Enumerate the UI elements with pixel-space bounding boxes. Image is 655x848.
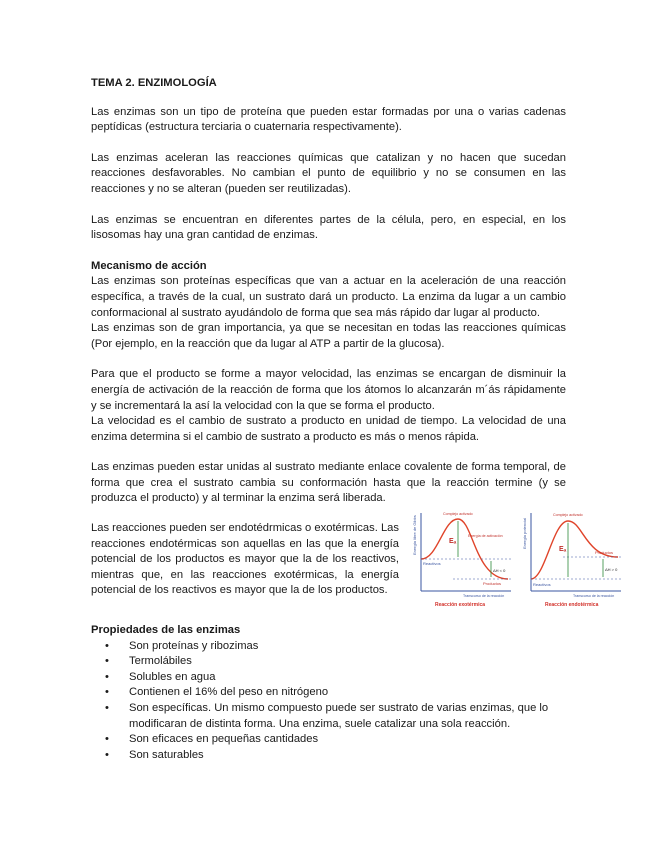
list-item: • Son específicas. Un mismo compuesto puede ser sustrato de varias enzimas, que lo modificaran de distinta forma. Una enzima, suele catalizar una sola reacción. — [129, 701, 566, 732]
endo-caption: Reacción endotérmica — [545, 602, 599, 609]
reaction-section — [91, 512, 618, 609]
endo-x-label: Transcurso de la reacción — [573, 594, 615, 599]
paragraph-location: Las enzimas se encuentran en diferentes partes de la célula, pero, en especial, en los lisosomas hay una gran cantidad de enzimas. — [91, 213, 566, 242]
exo-productos-label: Productos — [483, 581, 502, 587]
energy-diagram-figure — [413, 509, 625, 609]
paragraph-mechanism-5: Las enzimas pueden estar unidas al sustrato mediante enlace covalente de forma temporal, de forma que crea el sustrato cambia su conformación hasta que la reacción termine (y se produzca el producto) y al terminar la enzima será liberada. — [91, 461, 566, 505]
list-item: • Son saturables — [129, 748, 566, 764]
paragraph-reaction-types: Las reacciones pueden ser endotédrmicas o exotérmicas. Las reacciones endotérmicas son aquellas en las que la energía potencial de los productos es mayor que la de los reactivos, mientras que, en las reacciones exotérmicas, la energía potencial de los reactivos es mayor que la de los productos. — [91, 522, 399, 597]
paragraph-mechanism-3: Para que el producto se forme a mayor velocidad, las enzimas se encargan de disminuir la energía de activación de la reacción de forma que los átomos lo alcanzarán m´ás rápidamente y se incrementará la así la velocidad con la que se forma el producto. — [91, 368, 566, 412]
exo-y-label: Energía libre de Gibbs — [412, 515, 417, 556]
page-title: TEMA 2. ENZIMOLOGÍA — [91, 77, 217, 89]
document-page — [91, 76, 618, 763]
list-item: • Termolábiles — [129, 654, 566, 670]
paragraph-mechanism-2: Las enzimas son de gran importancia, ya que se necesitan en todas las reacciones químicas (Por ejemplo, en la reacción que da lugar al ATP a partir de la glucosa). — [91, 322, 566, 350]
endo-productos-label: Productos — [595, 550, 614, 556]
list-item: • Solubles en agua — [129, 670, 566, 686]
endo-reactivos-label: Reactivos — [533, 582, 551, 588]
exo-dh-label: ΔH < 0 — [493, 568, 506, 574]
paragraph-mechanism-1: Las enzimas son proteínas específicas que van a actuar en la aceleración de una reacción específica, a través de la cual, un sustrato dará un producto. La enzima da lugar a un cambio conformacional al sustrato ayudándolo de forma que sea más rápido dar lugar al producto. — [91, 275, 566, 319]
exo-ea-text: Energía de activación — [468, 534, 503, 539]
list-item: • Son proteínas y ribozimas — [129, 639, 566, 655]
properties-list — [91, 639, 566, 764]
endo-dh-label: ΔH > 0 — [605, 567, 618, 573]
paragraph-mechanism-4: La velocidad es el cambio de sustrato a producto en unidad de tiempo. La velocidad de una enzima determina si el cambio de sustrato a producto es más o menos rápida. — [91, 415, 566, 443]
endo-y-label: Energía potencial — [522, 517, 527, 550]
endo-ea-label: Eₐ — [559, 546, 567, 554]
exothermic-diagram — [412, 512, 511, 608]
paragraph-intro: Las enzimas son un tipo de proteína que pueden estar formadas por una o varias cadenas peptídicas (estructura terciaria o cuaternaria respectivamente). — [91, 105, 566, 134]
exo-complex-label: Complejo activado — [443, 512, 473, 517]
list-item: • Son eficaces en pequeñas cantidades — [129, 732, 566, 748]
exo-x-label: Transcurso de la reacción — [463, 594, 505, 599]
section-heading-properties: Propiedades de las enzimas — [91, 624, 241, 637]
paragraph-acceleration: Las enzimas aceleran las reacciones químicas que catalizan y no hacen que sucedan reacciones desfavorables. No cambian el punto de equilibrio y no se consumen en las reacciones y no se alteran (pueden ser reutilizadas). — [91, 151, 566, 195]
exo-caption: Reacción exotérmica — [435, 602, 486, 609]
exo-reactivos-label: Reactivos — [423, 561, 441, 567]
list-item: • Contienen el 16% del peso en nitrógeno — [129, 685, 566, 701]
endo-complex-label: Complejo activado — [553, 513, 583, 518]
endothermic-diagram — [522, 513, 621, 608]
section-heading-mechanism: Mecanismo de acción — [91, 259, 207, 272]
exo-ea-label: Eₐ — [449, 538, 457, 546]
